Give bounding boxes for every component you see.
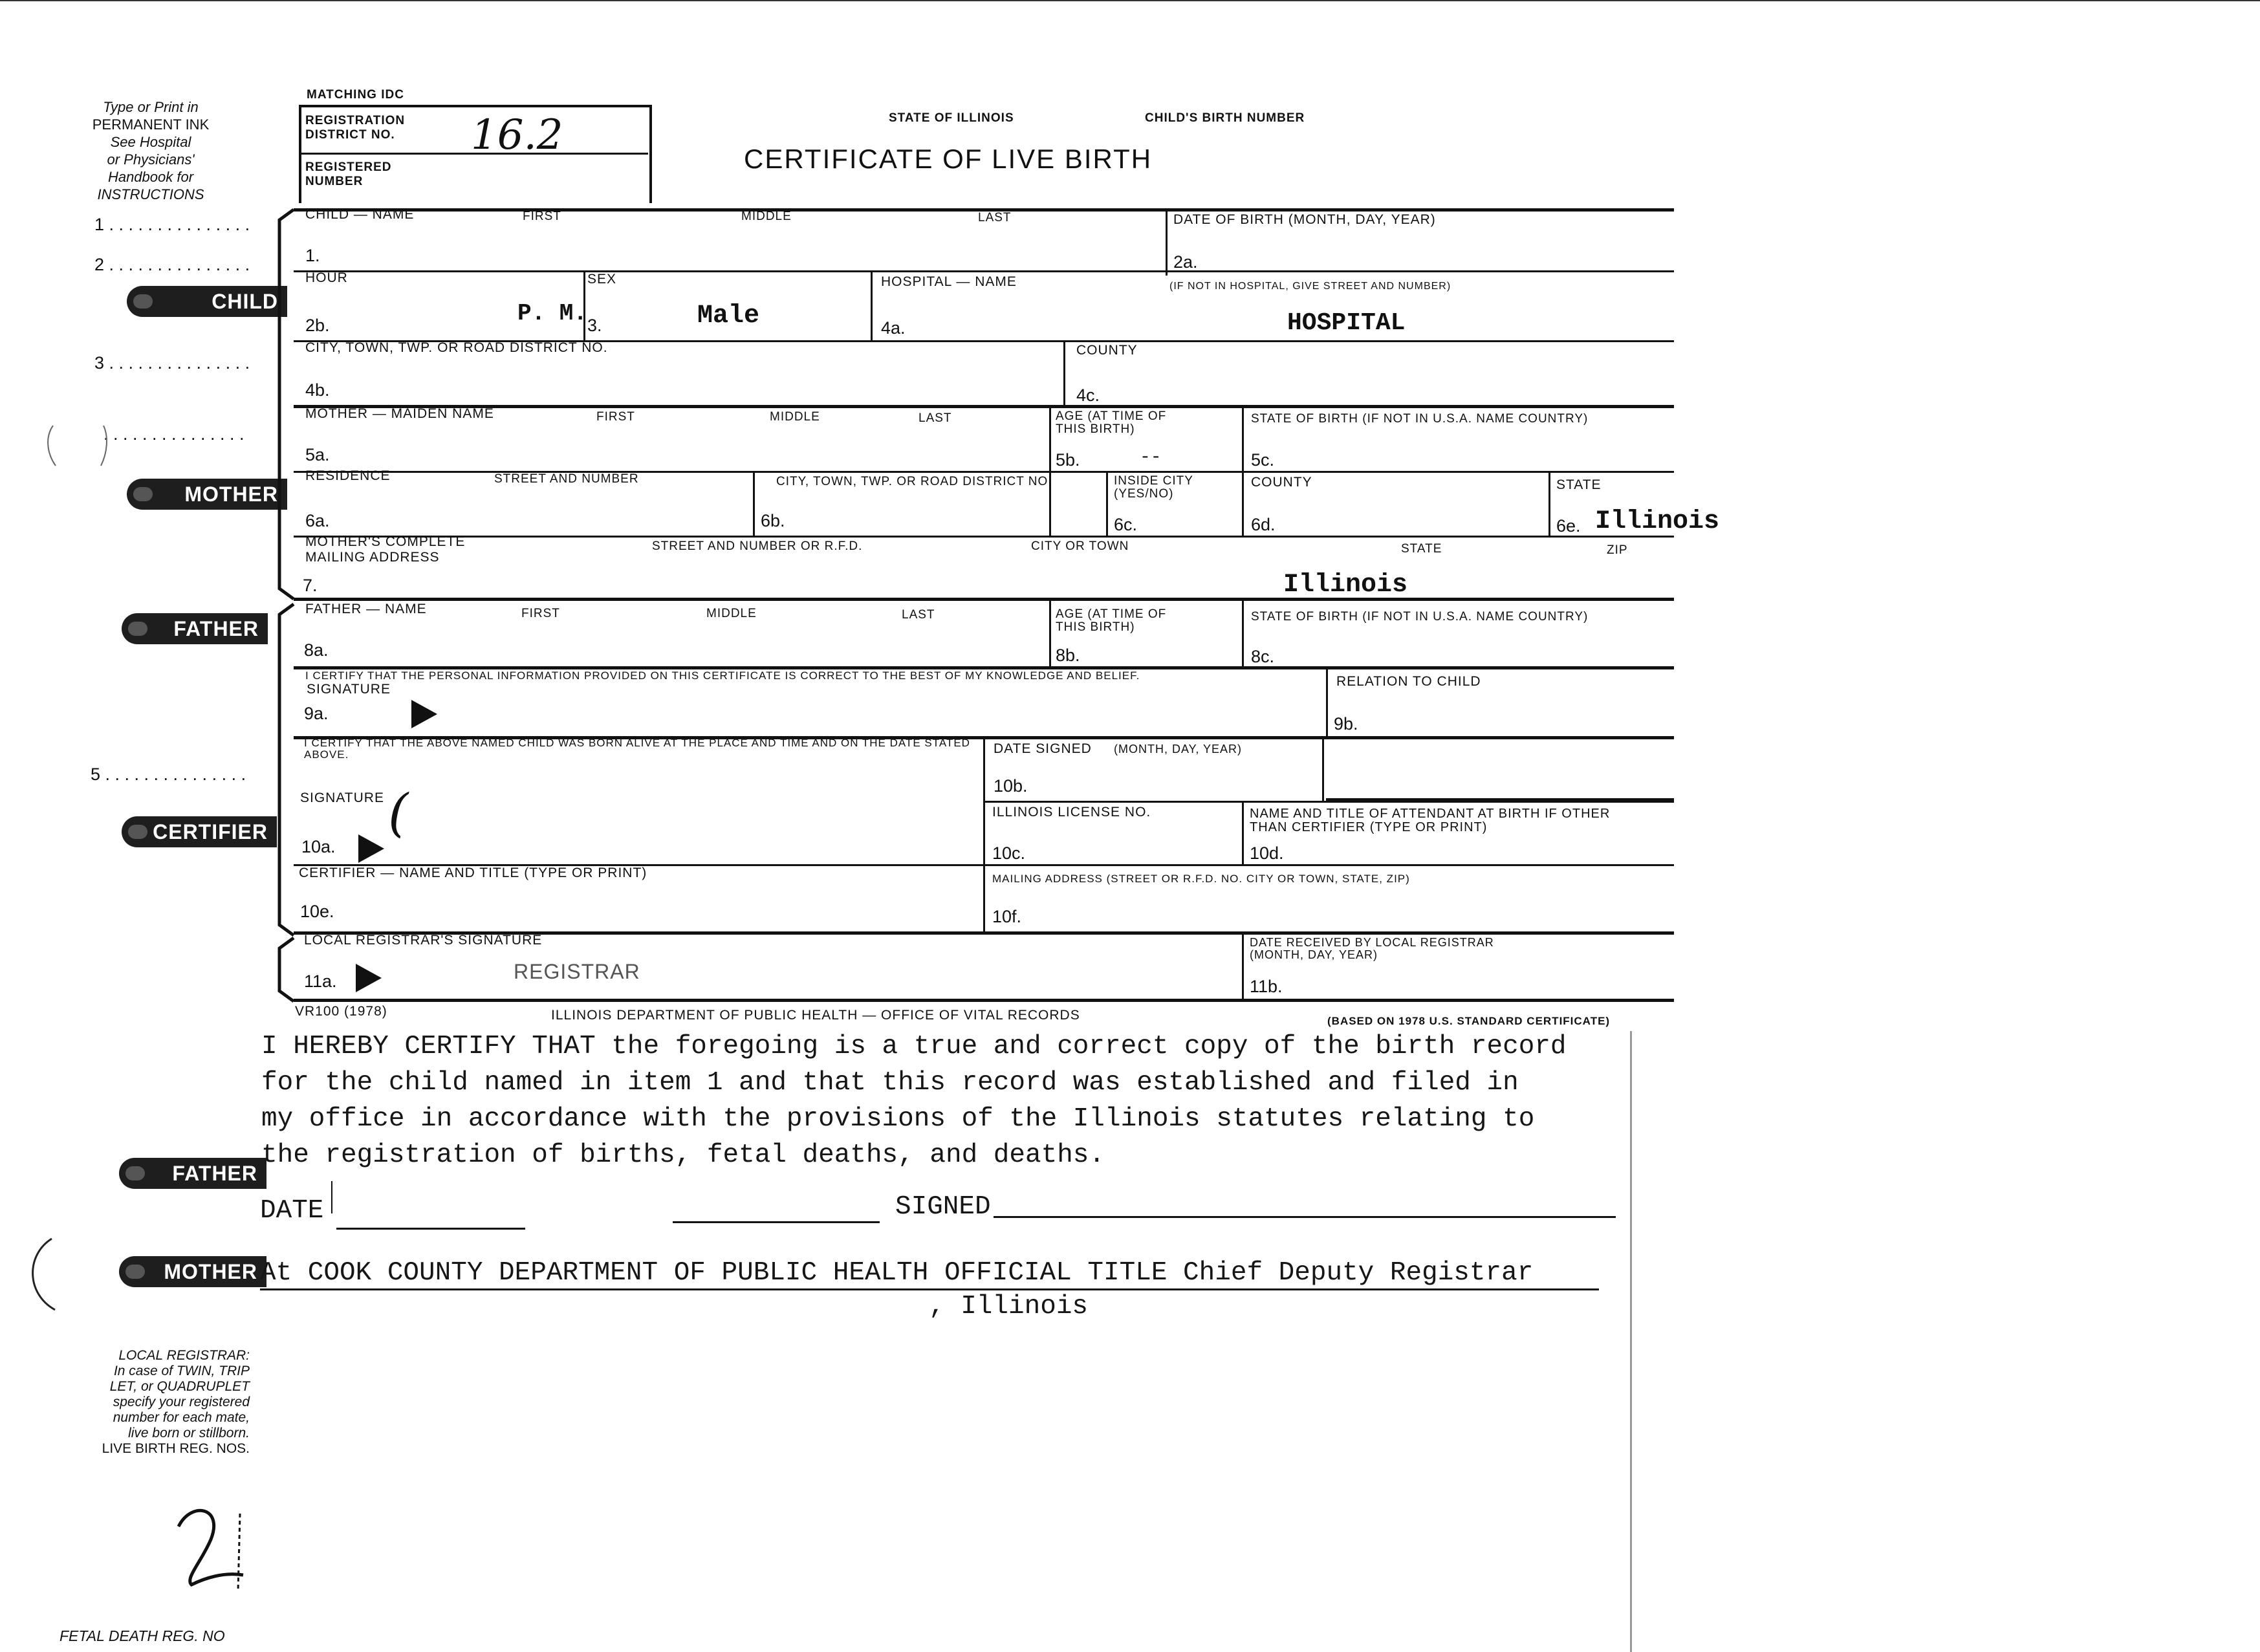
father-last-label: LAST [902, 608, 935, 622]
father-state-of-birth-label: STATE OF BIRTH (IF NOT IN U.S.A. NAME COUNTRY) [1251, 610, 1589, 624]
date-cursor-mark [331, 1181, 332, 1213]
based-on-note: (BASED ON 1978 U.S. STANDARD CERTIFICATE) [1327, 1015, 1611, 1027]
father-section-tab-lower: FATHER [119, 1158, 266, 1189]
item-7: 7. [303, 576, 318, 595]
father-name-label: FATHER — NAME [305, 602, 427, 616]
mailing-city-label: CITY OR TOWN [1031, 539, 1129, 553]
illinois-license-label: ILLINOIS LICENSE NO. [992, 805, 1151, 820]
sign-here-arrow-icon [411, 700, 437, 728]
hospital-note: (IF NOT IN HOSPITAL, GIVE STREET AND NUMBER) [1169, 281, 1451, 292]
inside-city-label: INSIDE CITY (YES/NO) [1114, 474, 1193, 501]
registration-district-label: REGISTRATION DISTRICT NO. [305, 114, 406, 142]
item-10c: 10c. [992, 843, 1026, 863]
item-9b: 9b. [1334, 714, 1358, 734]
certifier-name-title-label: CERTIFIER — NAME AND TITLE (TYPE OR PRINT) [299, 865, 647, 880]
certification-city-line: , Illinois [929, 1292, 1089, 1321]
item-5c: 5c. [1251, 450, 1275, 470]
item-4a: 4a. [881, 318, 906, 338]
item-8a: 8a. [304, 640, 329, 660]
hospital-name-label: HOSPITAL — NAME [881, 274, 1017, 289]
mother-state-of-birth-label: STATE OF BIRTH (IF NOT IN U.S.A. NAME COUNTRY) [1251, 412, 1589, 426]
certification-line: I HEREBY CERTIFY THAT the foregoing is a true and correct copy of the birth record [261, 1032, 1567, 1061]
instructions-line: or Physicians' [107, 151, 195, 168]
certification-signed-label: SIGNED [895, 1192, 991, 1222]
form-number: VR100 (1978) [295, 1004, 387, 1019]
father-middle-label: MIDDLE [706, 607, 757, 620]
instructions-line: INSTRUCTIONS [97, 186, 204, 202]
instructions-line: Type or Print in [103, 99, 199, 115]
mother-age-value: -- [1140, 448, 1162, 468]
sign-here-arrow-icon [356, 964, 382, 992]
col-divider [1242, 931, 1244, 999]
childs-birth-number-label: CHILD'S BIRTH NUMBER [1145, 111, 1305, 125]
item-10b: 10b. [994, 776, 1028, 796]
mother-section-tab-lower: MOTHER [119, 1256, 266, 1287]
child-middle-label: MIDDLE [741, 210, 792, 223]
child-name-label: CHILD — NAME [305, 207, 415, 222]
item-4c: 4c. [1076, 386, 1100, 405]
col-divider [1242, 598, 1244, 666]
line-number: 2 . . . . . . . . . . . . . . . [94, 255, 250, 274]
mailing-address-label: MOTHER'S COMPLETE MAILING ADDRESS [305, 534, 466, 565]
father-first-label: FIRST [521, 607, 560, 620]
mother-age-label: AGE (AT TIME OF THIS BIRTH) [1056, 409, 1167, 436]
residence-state-label: STATE [1556, 477, 1602, 492]
mailing-state-label: STATE [1401, 542, 1442, 556]
certification-date-label: DATE [260, 1196, 324, 1226]
mother-section-tab: MOTHER [127, 479, 287, 510]
date-underline [336, 1228, 525, 1230]
certifier-section-tab: CERTIFIER [122, 816, 277, 847]
col-divider [1063, 340, 1065, 405]
mailing-zip-label: ZIP [1607, 543, 1628, 557]
certification-office-line: At COOK COUNTY DEPARTMENT OF PUBLIC HEALTH OFFICIAL TITLE Chief Deputy Registrar [260, 1258, 1534, 1288]
certifier-signature-stroke: ( [388, 783, 409, 843]
state-of-illinois: STATE OF ILLINOIS [889, 111, 1014, 125]
date-signed-label: DATE SIGNED (MONTH, DAY, YEAR) [994, 741, 1243, 756]
residence-street-label: STREET AND NUMBER [494, 472, 639, 486]
child-county-label: COUNTY [1076, 343, 1138, 358]
local-registrar-line: specify your registered [113, 1395, 250, 1409]
residence-label: RESIDENCE [305, 468, 391, 483]
child-first-label: FIRST [523, 210, 561, 223]
local-registrar-signature-label: LOCAL REGISTRAR'S SIGNATURE [304, 933, 543, 948]
instructions-line: PERMANENT INK [92, 116, 210, 133]
sex-value: Male [697, 301, 760, 331]
handwritten-mark [166, 1501, 256, 1598]
col-divider [1106, 471, 1108, 536]
line-number-blank: . . . . . . . . . . . . . . . [103, 424, 244, 444]
sign-here-arrow-icon [358, 834, 384, 863]
item-1: 1. [305, 246, 320, 265]
item-5b: 5b. [1056, 450, 1080, 470]
father-age-label: AGE (AT TIME OF THIS BIRTH) [1056, 607, 1167, 634]
informant-certify-statement: I CERTIFY THAT THE PERSONAL INFORMATION PROVIDED ON THIS CERTIFICATE IS CORRECT TO THE BEST OF MY KNOWLEDGE AND BELIEF. [305, 669, 1140, 682]
registered-number-label: REGISTERED NUMBER [305, 160, 392, 188]
row-line [294, 270, 1674, 272]
col-divider [1166, 208, 1168, 276]
local-registrar-line: LOCAL REGISTRAR: [118, 1348, 250, 1363]
col-divider [1049, 598, 1051, 666]
informant-signature-label: SIGNATURE [307, 682, 391, 697]
fetal-death-reg-no: FETAL DEATH REG. NO [60, 1627, 225, 1644]
item-9a: 9a. [304, 704, 329, 723]
col-divider [1548, 471, 1550, 536]
hospital-value: HOSPITAL [1287, 309, 1406, 337]
mother-last-label: LAST [918, 411, 952, 425]
item-6e: 6e. [1556, 516, 1581, 536]
mother-name-label: MOTHER — MAIDEN NAME [305, 406, 494, 421]
item-2b: 2b. [305, 316, 330, 335]
col-divider [1049, 405, 1051, 536]
certificate-title: CERTIFICATE OF LIVE BIRTH [744, 144, 1153, 174]
date-of-birth-label: DATE OF BIRTH (MONTH, DAY, YEAR) [1173, 212, 1436, 227]
attendant-label: NAME AND TITLE OF ATTENDANT AT BIRTH IF OTHER THAN CERTIFIER (TYPE OR PRINT) [1250, 807, 1611, 834]
local-registrar-line: number for each mate, [113, 1410, 250, 1425]
child-section-tab: CHILD [127, 286, 287, 317]
certification-stamp-border [1630, 1031, 1632, 1652]
item-6d: 6d. [1251, 515, 1276, 534]
certification-line: the registration of births, fetal deaths, and deaths. [261, 1140, 1105, 1170]
signed-left-line [673, 1221, 880, 1223]
informant-divider [1326, 666, 1328, 736]
item-8c: 8c. [1251, 647, 1275, 666]
registrar-stamp: REGISTRAR [514, 960, 640, 983]
sex-label: SEX [587, 272, 617, 287]
line-number: 3 . . . . . . . . . . . . . . . [94, 353, 250, 373]
matching-idc-label: MATCHING IDC [307, 88, 404, 102]
col-divider [983, 736, 985, 931]
item-10e: 10e. [300, 902, 334, 921]
father-section-tab: FATHER [122, 613, 268, 644]
instructions-note [76, 98, 225, 203]
col-divider [871, 270, 873, 340]
local-registrar-note [56, 1348, 250, 1457]
certification-text [261, 1028, 1567, 1173]
mailing-state-value: Illinois [1283, 571, 1408, 600]
item-4b: 4b. [305, 380, 330, 400]
instructions-line: See Hospital [110, 134, 191, 150]
signed-underline [994, 1216, 1616, 1218]
top-edge-line [0, 0, 2260, 1]
certifier-certify-statement: I CERTIFY THAT THE ABOVE NAMED CHILD WAS BORN ALIVE AT THE PLACE AND TIME AND ON THE DATE STATED ABOVE. [304, 737, 970, 761]
department-name: ILLINOIS DEPARTMENT OF PUBLIC HEALTH — OFFICE OF VITAL RECORDS [551, 1008, 1080, 1023]
certification-line: my office in accordance with the provisions of the Illinois statutes relating to [261, 1104, 1535, 1134]
item-10f: 10f. [992, 907, 1022, 926]
row-line [294, 405, 1674, 408]
box-9b-bottom [1326, 798, 1674, 801]
local-registrar-line: LET, or QUADRUPLET [109, 1379, 250, 1394]
local-registrar-line: LIVE BIRTH REG. NOS. [102, 1441, 250, 1456]
hour-label: HOUR [305, 270, 348, 285]
item-3: 3. [587, 316, 602, 335]
hour-value: P. M. [517, 300, 588, 327]
residence-state-value: Illinois [1595, 507, 1720, 536]
item-6c: 6c. [1114, 515, 1138, 534]
item-5a: 5a. [305, 445, 330, 464]
registration-district-value: 16.2 [471, 111, 563, 159]
local-registrar-line: In case of TWIN, TRIP [113, 1364, 250, 1378]
instructions-line: Handbook for [107, 169, 194, 185]
local-registrar-line: live born or stillborn. [128, 1426, 250, 1440]
item-2a: 2a. [1173, 252, 1198, 272]
residence-county-label: COUNTY [1251, 475, 1312, 490]
certification-line: for the child named in item 1 and that this record was established and filed in [261, 1068, 1519, 1098]
mother-middle-label: MIDDLE [770, 410, 820, 424]
col-divider [1242, 801, 1244, 864]
col-divider [753, 471, 755, 536]
col-divider [1242, 405, 1244, 536]
mailing-street-label: STREET AND NUMBER OR R.F.D. [652, 539, 863, 553]
child-city-label: CITY, TOWN, TWP. OR ROAD DISTRICT NO. [305, 340, 608, 355]
row-line [294, 598, 1674, 601]
child-last-label: LAST [978, 211, 1012, 224]
item-10d: 10d. [1250, 843, 1284, 863]
item-6a: 6a. [305, 511, 330, 530]
residence-city-label: CITY, TOWN, TWP. OR ROAD DISTRICT NO. [776, 475, 1052, 488]
row-bottom [294, 999, 1674, 1002]
relation-to-child-label: RELATION TO CHILD [1336, 674, 1481, 689]
item-11a: 11a. [304, 972, 337, 991]
scan-paren-mark [39, 420, 116, 472]
item-6b: 6b. [761, 511, 785, 530]
item-10a: 10a. [301, 837, 336, 856]
certifier-signature-label: SIGNATURE [300, 790, 384, 805]
date-received-label: DATE RECEIVED BY LOCAL REGISTRAR (MONTH, DAY, YEAR) [1250, 936, 1494, 961]
line-number: 1 . . . . . . . . . . . . . . . [94, 215, 250, 234]
col-divider [1322, 736, 1324, 801]
item-8b: 8b. [1056, 646, 1080, 665]
scan-bracket-mark [19, 1235, 65, 1313]
item-11b: 11b. [1250, 977, 1283, 996]
line-number: 5 . . . . . . . . . . . . . . . [91, 765, 246, 784]
certifier-mailing-label: MAILING ADDRESS (STREET OR R.F.D. NO. CITY OR TOWN, STATE, ZIP) [992, 873, 1410, 885]
mother-first-label: FIRST [596, 410, 635, 424]
